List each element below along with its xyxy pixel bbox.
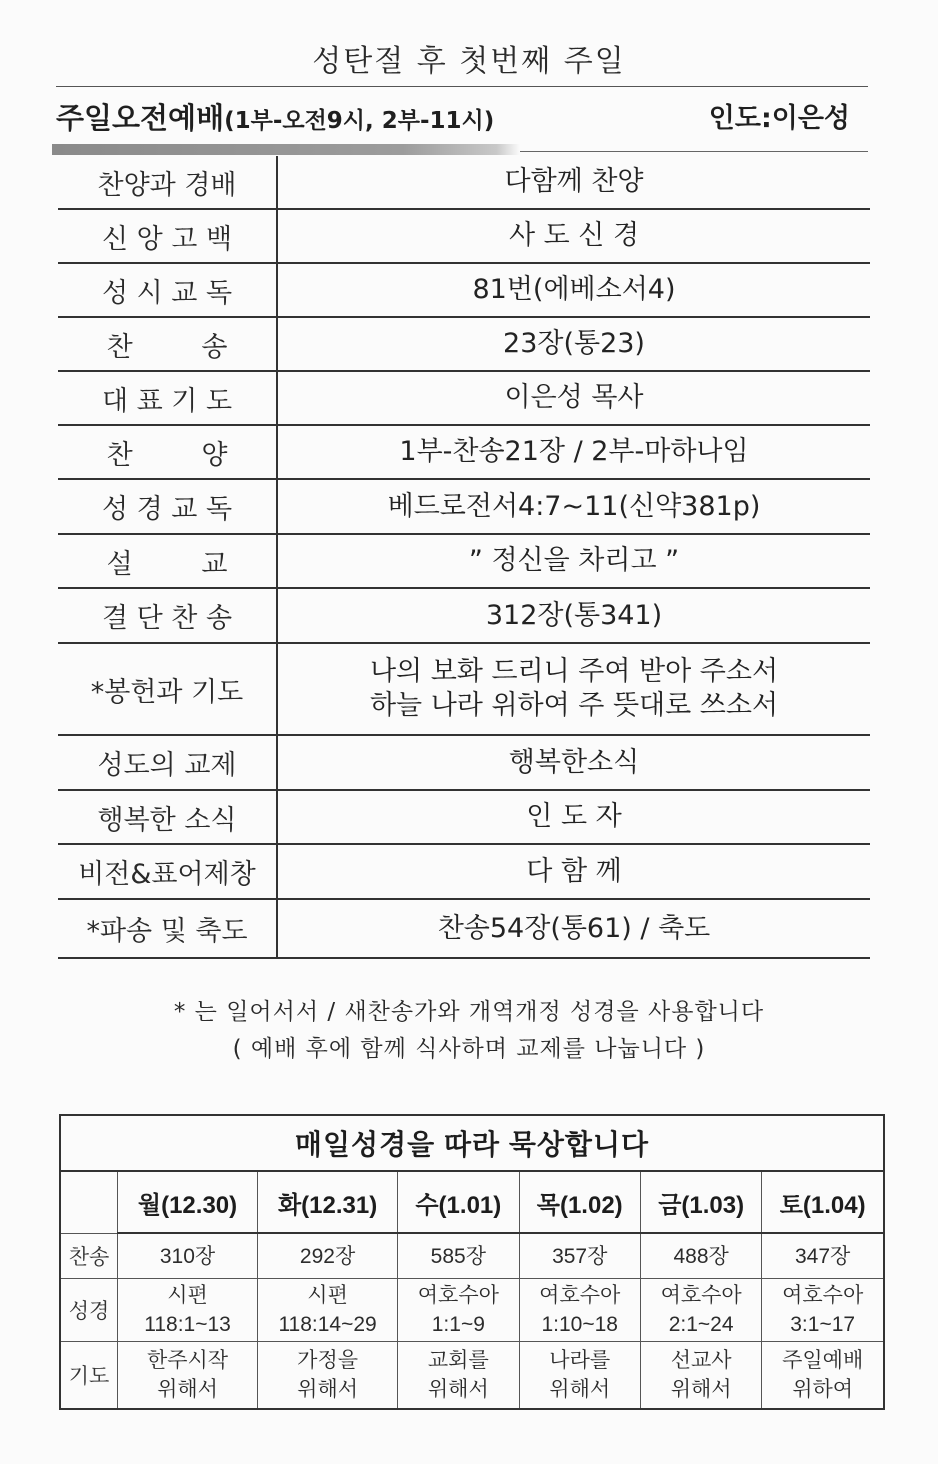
prayer-line: 주일예배: [782, 1349, 864, 1372]
daily-reading-title: 매일성경을 따라 묵상합니다: [60, 1115, 884, 1171]
bible-line: 여호수아: [417, 1284, 499, 1307]
order-row: [58, 899, 870, 958]
order-item-content: [277, 735, 870, 790]
day-header: 화(12.31): [258, 1171, 398, 1233]
prayer-line: 위해서: [670, 1378, 732, 1401]
order-item-label: 비전&표어제창: [58, 844, 277, 899]
order-row: [58, 317, 870, 371]
prayer-line: 위해서: [549, 1378, 611, 1401]
order-item-label: 성도의 교제: [58, 735, 277, 790]
bible-cell: [398, 1279, 519, 1342]
order-row: [58, 209, 870, 263]
order-item-label: *파송 및 축도: [58, 899, 277, 958]
prayer-cell: [258, 1342, 398, 1410]
order-content-line: 베드로전서4:7~11(신약381p): [387, 490, 761, 522]
hymn-cell: 347장: [762, 1233, 884, 1279]
bible-line: 118:1~13: [144, 1313, 231, 1336]
bible-line: 1:10~18: [541, 1313, 618, 1336]
prayer-line: 가정을: [297, 1349, 359, 1372]
hymn-cell: 357장: [519, 1233, 640, 1279]
order-item-label: 설 교: [58, 534, 277, 588]
day-header: 수(1.01): [398, 1171, 519, 1233]
daily-reading-table: [59, 1114, 885, 1410]
prayer-line: 선교사: [670, 1349, 732, 1372]
bible-line: 여호수아: [539, 1284, 621, 1307]
order-row: [58, 735, 870, 790]
order-row: [58, 425, 870, 479]
order-item-content: [277, 317, 870, 371]
day-header: 토(1.04): [762, 1171, 884, 1233]
standing-note: * 는 일어서서 / 새찬송가와 개역개정 성경을 사용합니다: [173, 999, 765, 1025]
prayer-cell: [519, 1342, 640, 1410]
heading-underline-bar: [52, 144, 520, 155]
service-heading-main: 주일오전예배: [56, 101, 225, 135]
bible-line: 시편: [167, 1284, 208, 1307]
order-content-line: 1부-찬송21장 / 2부-마하나임: [399, 436, 749, 467]
order-item-label: 찬양과 경배: [58, 156, 277, 209]
order-item-label: *봉헌과 기도: [58, 643, 277, 735]
prayer-line: 위해서: [297, 1378, 359, 1401]
fellowship-note: ( 예배 후에 함께 식사하며 교제를 나눕니다 ): [232, 1036, 706, 1062]
order-item-content: [277, 899, 870, 958]
order-item-label: 찬 양: [58, 425, 277, 479]
prayer-cell: [398, 1342, 519, 1410]
order-content-line: 찬송54장(통61) / 축도: [437, 912, 711, 944]
order-item-label: 찬 송: [58, 317, 277, 371]
order-content-line: 이은성 목사: [504, 382, 644, 413]
order-row: [58, 588, 870, 643]
prayer-line: 한주시작: [146, 1349, 229, 1372]
order-content-line: 다함께 찬양: [504, 166, 644, 197]
order-item-label: 대 표 기 도: [58, 371, 277, 425]
bible-line: 여호수아: [660, 1284, 742, 1307]
bible-line: 1:1~9: [431, 1313, 485, 1336]
title-divider: [56, 86, 868, 87]
order-content-line: 81번(에베소서4): [472, 274, 676, 305]
bible-line: 3:1~17: [790, 1313, 856, 1336]
row-label-bible: 성경: [60, 1279, 118, 1342]
bible-cell: [640, 1279, 761, 1342]
row-label-prayer: 기도: [60, 1342, 118, 1410]
prayer-line: 나라를: [549, 1349, 611, 1372]
order-item-content: [277, 156, 870, 209]
prayer-line: 위해서: [157, 1378, 218, 1401]
order-content-line: 23장(통23): [503, 328, 645, 359]
order-content-line: 나의 보화 드리니 주여 받아 주소서: [369, 656, 779, 687]
order-item-content: [277, 479, 870, 534]
order-row: [58, 156, 870, 209]
order-row: [58, 844, 870, 899]
order-item-content: [277, 371, 870, 425]
hymn-cell: 585장: [398, 1233, 519, 1279]
prayer-cell: [762, 1342, 884, 1410]
service-heading: [56, 96, 494, 137]
prayer-cell: [640, 1342, 761, 1410]
order-content-line: 다 함 께: [526, 855, 622, 887]
order-item-label: 성 시 교 독: [58, 263, 277, 317]
order-item-content: [277, 790, 870, 844]
day-header: 금(1.03): [640, 1171, 761, 1233]
bible-line: 여호수아: [782, 1284, 864, 1307]
day-header: 월(12.30): [118, 1171, 258, 1233]
order-content-line: 312장(통341): [485, 599, 663, 631]
order-item-content: [277, 643, 870, 735]
order-content-line: ” 정신을 차리고 ”: [468, 545, 680, 576]
order-item-label: 행복한 소식: [58, 790, 277, 844]
hymn-cell: 310장: [118, 1233, 258, 1279]
bible-cell: [258, 1279, 398, 1342]
order-item-content: [277, 263, 870, 317]
order-of-worship-table: [58, 156, 870, 959]
prayer-line: 위해서: [427, 1378, 489, 1401]
prayer-line: 위하여: [792, 1378, 854, 1401]
order-item-label: 성 경 교 독: [58, 479, 277, 534]
bible-line: 2:1~24: [668, 1313, 734, 1336]
order-row: [58, 643, 870, 735]
day-header: 목(1.02): [519, 1171, 640, 1233]
order-item-content: [277, 209, 870, 263]
prayer-cell: [118, 1342, 258, 1410]
hymn-cell: 488장: [640, 1233, 761, 1279]
order-row: [58, 790, 870, 844]
bible-cell: [118, 1279, 258, 1342]
order-content-line: 하늘 나라 위하여 주 뜻대로 쓰소서: [369, 690, 779, 721]
bible-cell: [519, 1279, 640, 1342]
corner-cell: [60, 1171, 118, 1233]
bible-cell: [762, 1279, 884, 1342]
order-row: [58, 263, 870, 317]
order-content-line: 인 도 자: [526, 801, 622, 832]
order-item-content: [277, 588, 870, 643]
order-item-content: [277, 425, 870, 479]
order-content-line: 행복한소식: [508, 746, 640, 778]
order-item-content: [277, 844, 870, 899]
heading-underline-rule: [520, 151, 868, 152]
order-item-label: 결 단 찬 송: [58, 588, 277, 643]
bible-line: 118:14~29: [278, 1313, 377, 1336]
order-row: [58, 479, 870, 534]
bible-line: 시편: [307, 1284, 348, 1307]
hymn-cell: 292장: [258, 1233, 398, 1279]
row-label-hymn: 찬송: [60, 1233, 118, 1279]
service-leader: 인도:이은성: [708, 103, 850, 134]
service-heading-times: (1부-오전9시, 2부-11시): [224, 108, 495, 134]
prayer-line: 교회를: [427, 1349, 489, 1372]
order-item-content: [277, 534, 870, 588]
order-row: [58, 534, 870, 588]
order-item-label: 신 앙 고 백: [58, 209, 277, 263]
order-row: [58, 371, 870, 425]
order-content-line: 사 도 신 경: [508, 220, 640, 251]
page-title: 성탄절 후 첫번째 주일: [312, 44, 626, 79]
